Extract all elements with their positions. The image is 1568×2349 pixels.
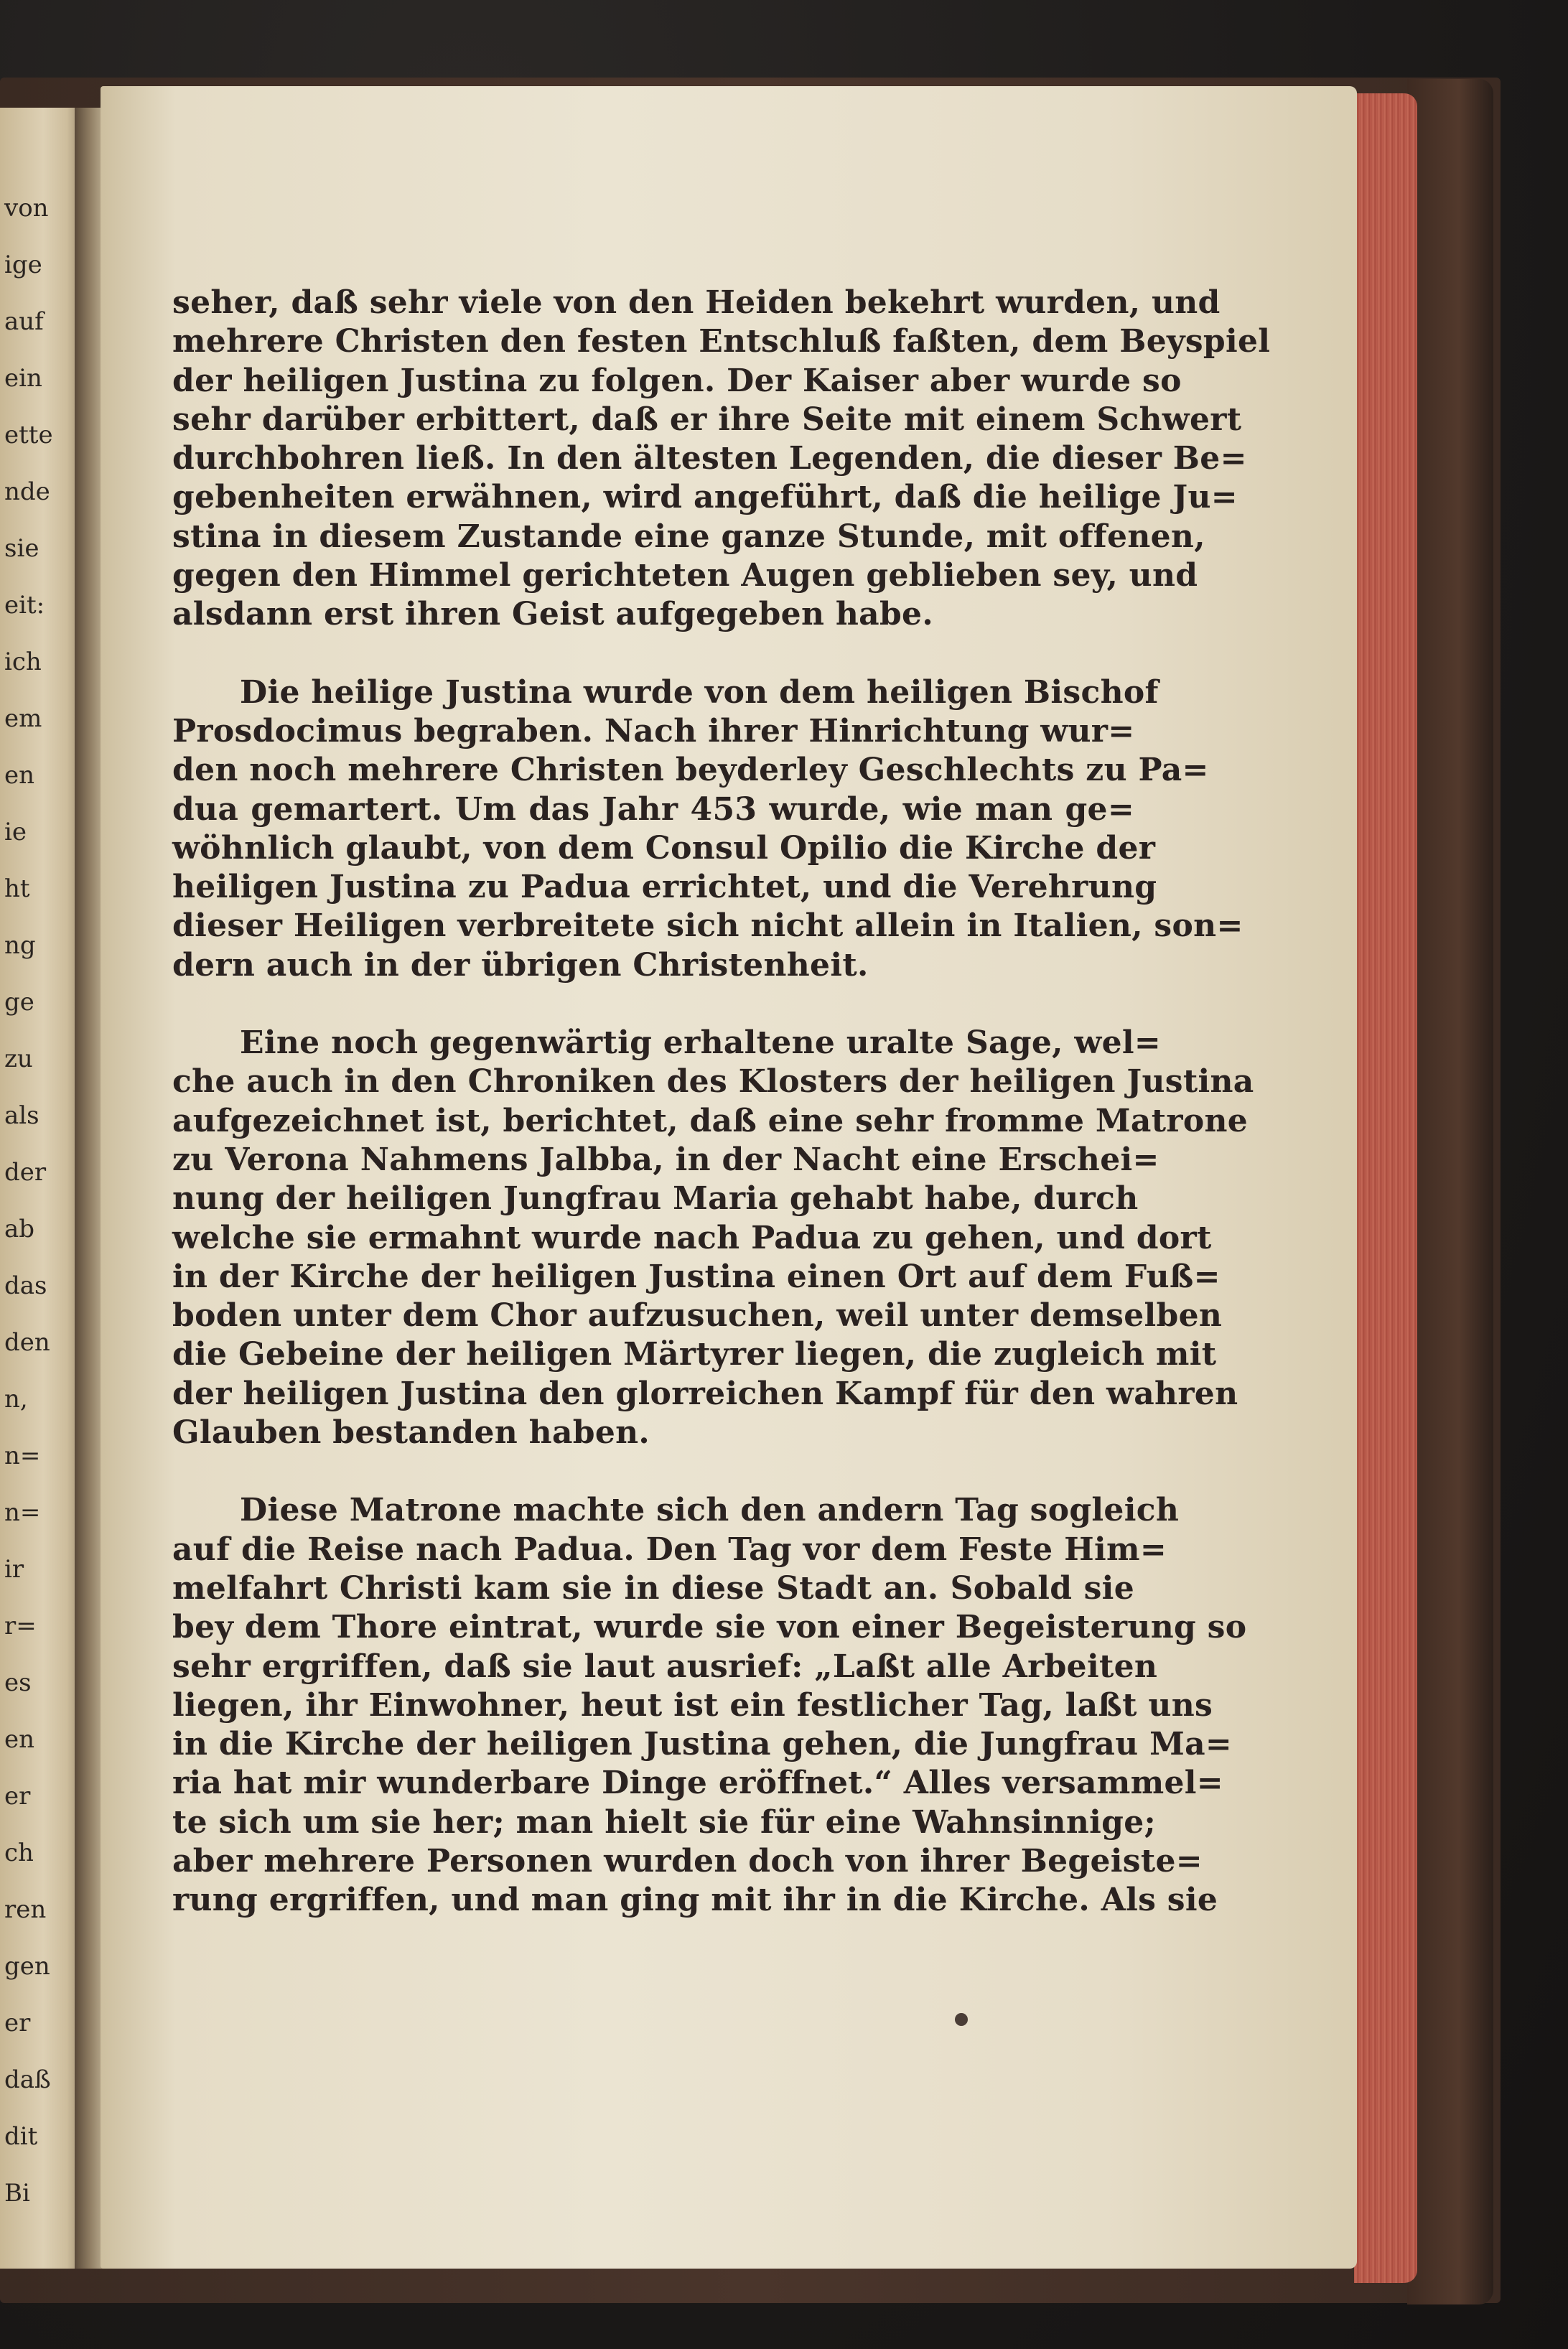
paragraph-gap: [172, 985, 1134, 1024]
left-page-fragment: den: [4, 1328, 50, 1357]
left-page-fragment: auf: [4, 307, 44, 336]
text-line: dua gemartert. Um das Jahr 453 wurde, wie man ge=: [172, 790, 1134, 828]
text-line: heiligen Justina zu Padua errichtet, und die Verehrung: [172, 869, 1157, 906]
left-page-fragment: ir: [4, 1555, 24, 1584]
left-page-fragment: ige: [4, 251, 42, 279]
left-page-fragment: dit: [4, 2122, 38, 2151]
text-line: te sich um sie her; man hielt sie für eine Wahnsinnige;: [172, 1803, 1157, 1841]
text-line: aber mehrere Personen wurden doch von ihrer Begeiste=: [172, 1842, 1203, 1879]
left-page-fragment: n=: [4, 1442, 41, 1470]
left-page-fragment: ren: [4, 1895, 47, 1924]
text-line: stina in diesem Zustande eine ganze Stunde, mit offenen,: [172, 518, 1205, 555]
text-line: den noch mehrere Christen beyderley Geschlechts zu Pa=: [172, 752, 1209, 789]
left-page-fragment: von: [4, 194, 49, 223]
text-line: in der Kirche der heiligen Justina einen Ort auf dem Fuß=: [172, 1258, 1221, 1295]
text-line: liegen, ihr Einwohner, heut ist ein festlicher Tag, laßt uns: [172, 1686, 1213, 1724]
left-page-fragment: ie: [4, 818, 27, 846]
left-page-fragment: em: [4, 704, 42, 733]
text-line: Diese Matrone machte sich den andern Tag sogleich: [240, 1492, 1180, 1529]
left-page-fragment: ein: [4, 364, 42, 393]
left-page-fragment: Bi: [4, 2179, 30, 2208]
text-line: Glauben bestanden haben.: [172, 1414, 650, 1452]
text-line: rung ergriffen, und man ging mit ihr in die Kirche. Als sie: [172, 1882, 1218, 1919]
text-line: sehr darüber erbittert, daß er ihre Seite mit einem Schwert: [172, 401, 1242, 438]
left-page-fragment: n=: [4, 1498, 41, 1527]
left-page-fragment: zu: [4, 1045, 33, 1073]
paragraph: [172, 1491, 1247, 1920]
paragraph: [172, 1024, 1254, 1452]
left-page-fragment: ette: [4, 421, 53, 449]
left-page-fragment: eit:: [4, 591, 45, 620]
left-page-fragment: er: [4, 2009, 31, 2037]
text-line: sehr ergriffen, daß sie laut ausrief: „Laßt alle Arbeiten: [172, 1648, 1158, 1685]
text-line: der heiligen Justina zu folgen. Der Kaiser aber wurde so: [172, 362, 1182, 399]
text-line: welche sie ermahnt wurde nach Padua zu gehen, und dort: [172, 1219, 1212, 1256]
text-line: zu Verona Nahmens Jalbba, in der Nacht eine Erschei=: [172, 1141, 1159, 1178]
left-page-fragment: er: [4, 1782, 31, 1811]
page-edges: [1354, 93, 1417, 2283]
text-line: seher, daß sehr viele von den Heiden bekehrt wurden, und: [172, 284, 1221, 321]
left-page-fragment: r=: [4, 1612, 37, 1640]
left-page-fragment: das: [4, 1271, 47, 1300]
left-page-fragment: en: [4, 1725, 35, 1754]
text-line: melfahrt Christi kam sie in diese Stadt an. Sobald sie: [172, 1569, 1134, 1607]
text-line: Eine noch gegenwärtig erhaltene uralte Sage, wel=: [240, 1024, 1162, 1062]
text-line: in die Kirche der heiligen Justina gehen, die Jungfrau Ma=: [172, 1726, 1233, 1763]
text-line: Prosdocimus begraben. Nach ihrer Hinrichtung wur=: [172, 712, 1135, 749]
text-line: nung der heiligen Jungfrau Maria gehabt habe, durch: [172, 1180, 1139, 1218]
text-line: durchbohren ließ. In den ältesten Legenden, die dieser Be=: [172, 440, 1247, 477]
book-cover-edge: [1407, 79, 1493, 2304]
page-text: [172, 284, 1271, 1920]
text-line: alsdann erst ihren Geist aufgegeben habe.: [172, 596, 933, 633]
left-page-fragment: ich: [4, 648, 42, 676]
left-page-fragment: gen: [4, 1952, 50, 1981]
paragraph-gap: [172, 635, 1134, 673]
text-line: wöhnlich glaubt, von dem Consul Opilio die Kirche der: [172, 829, 1156, 867]
left-page-fragment: ht: [4, 874, 30, 903]
text-line: der heiligen Justina den glorreichen Kampf für den wahren: [172, 1375, 1238, 1412]
left-page-fragment: en: [4, 761, 35, 790]
text-line: gegen den Himmel gerichteten Augen geblieben sey, und: [172, 557, 1198, 594]
text-line: dern auch in der übrigen Christenheit.: [172, 946, 869, 984]
left-page-fragment: es: [4, 1668, 32, 1697]
text-line: mehrere Christen den festen Entschluß faßten, dem Beyspiel: [172, 323, 1271, 360]
left-page-fragment: ng: [4, 931, 36, 960]
left-page-fragment: ab: [4, 1215, 35, 1243]
paragraph-gap: [172, 1452, 1134, 1491]
left-page-fragment: daß: [4, 2065, 51, 2094]
text-line: gebenheiten erwähnen, wird angeführt, daß die heilige Ju=: [172, 479, 1238, 516]
text-line: ria hat mir wunderbare Dinge eröffnet.“ Alles versammel=: [172, 1765, 1223, 1802]
paragraph: [172, 673, 1243, 985]
text-line: die Gebeine der heiligen Märtyrer liegen, die zugleich mit: [172, 1336, 1217, 1373]
text-line: aufgezeichnet ist, berichtet, daß eine sehr fromme Matrone: [172, 1102, 1249, 1139]
left-page-fragment: ch: [4, 1839, 34, 1867]
left-page-fragment: n,: [4, 1385, 28, 1414]
ink-dot: [955, 2013, 968, 2026]
text-line: boden unter dem Chor aufzusuchen, weil unter demselben: [172, 1297, 1223, 1335]
left-page-fragment: nde: [4, 477, 50, 506]
text-line: bey dem Thore eintrat, wurde sie von einer Begeisterung so: [172, 1609, 1247, 1646]
left-page: [0, 108, 79, 2269]
text-line: dieser Heiligen verbreitete sich nicht allein in Italien, son=: [172, 907, 1243, 945]
paragraph: [172, 284, 1271, 635]
left-page-fragment: ge: [4, 988, 34, 1017]
left-page-fragment: sie: [4, 534, 39, 563]
text-line: auf die Reise nach Padua. Den Tag vor dem Feste Him=: [172, 1531, 1167, 1568]
text-line: che auch in den Chroniken des Klosters der heiligen Justina: [172, 1063, 1254, 1101]
left-page-fragment: der: [4, 1158, 47, 1187]
text-line: Die heilige Justina wurde von dem heiligen Bischof: [240, 673, 1159, 711]
left-page-fragment: als: [4, 1101, 39, 1130]
